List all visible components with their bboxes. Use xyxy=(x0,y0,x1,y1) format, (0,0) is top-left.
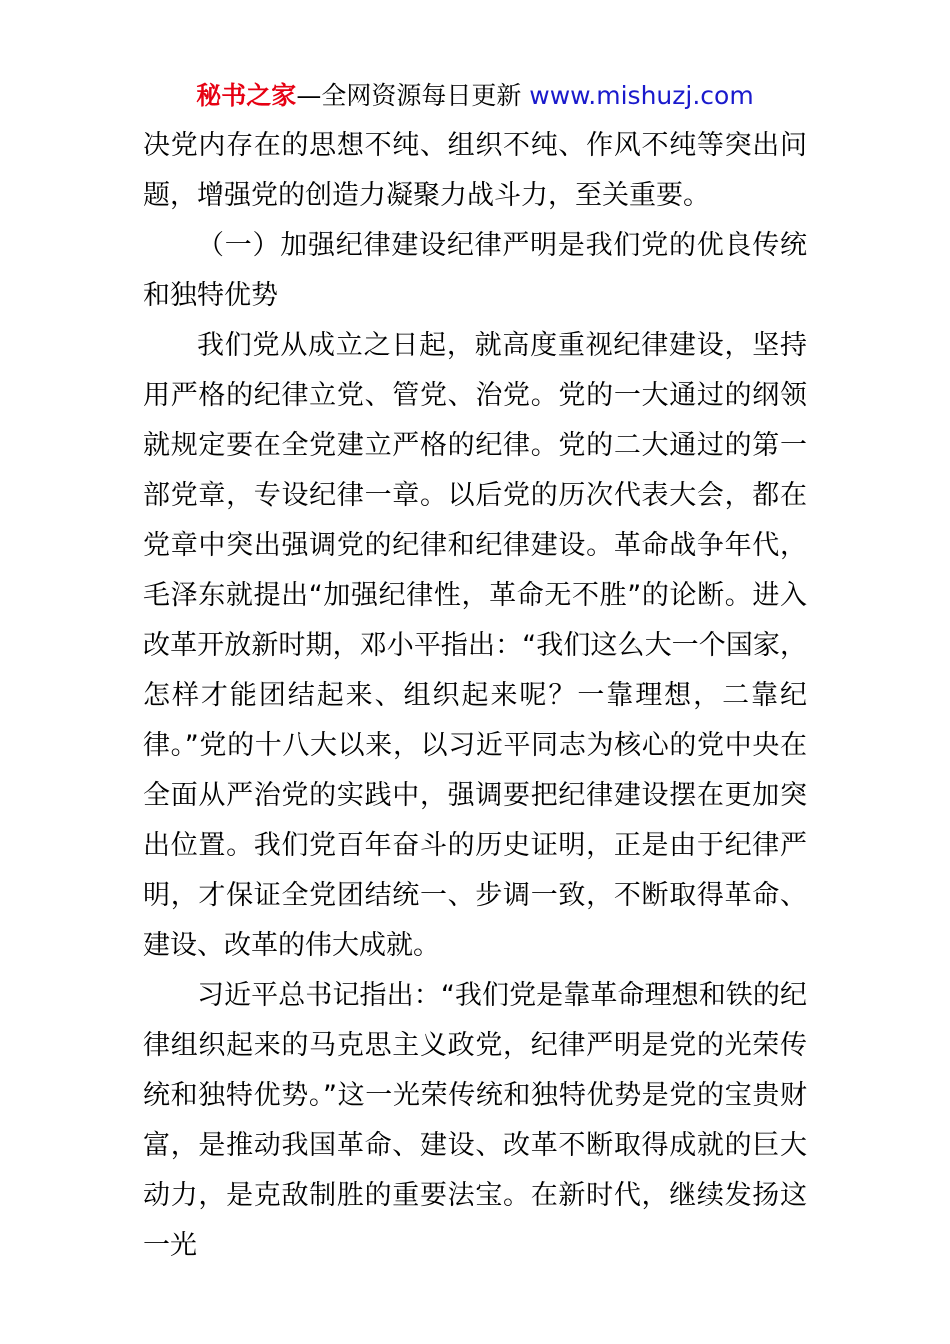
paragraph: 习近平总书记指出：“我们党是靠革命理想和铁的纪律组织起来的马克思主义政党，纪律严明是党的光荣传统和独特优势。”这一光荣传统和独特优势是党的宝贵财富，是推动我国革命、建设、改革不断取得成就的巨大动力，是克敌制胜的重要法宝。在新时代，继续发扬这一光 xyxy=(143,980,807,1261)
site-brand: 秘书之家 xyxy=(196,81,297,110)
section-heading: （一）加强纪律建设纪律严明是我们党的优良传统和独特优势 xyxy=(143,230,807,311)
paragraph: 我们党从成立之日起，就高度重视纪律建设，坚持用严格的纪律立党、管党、治党。党的一大通过的纲领就规定要在全党建立严格的纪律。党的二大通过的第一部党章，专设纪律一章。以后党的历次代表大会，都在党章中突出强调党的纪律和纪律建设。革命战争年代，毛泽东就提出“加强纪律性，革命无不胜”的论断。进入改革开放新时期，邓小平指出：“我们这么大一个国家，怎样才能团结起来、组织起来呢？一靠理想，二靠纪律。”党的十八大以来，以习近平同志为核心的党中央在全面从严治党的实践中，强调要把纪律建设摆在更加突出位置。我们党百年奋斗的历史证明，正是由于纪律严明，才保证全党团结统一、步调一致，不断取得革命、建设、改革的伟大成就。 xyxy=(143,330,807,961)
paragraph: 决党内存在的思想不纯、组织不纯、作风不纯等突出问题，增强党的创造力凝聚力战斗力，至关重要。 xyxy=(143,130,807,211)
site-header xyxy=(0,78,950,114)
site-url-link[interactable]: www.mishuzj.com xyxy=(529,81,754,110)
document-body xyxy=(143,121,807,1271)
site-tagline: —全网资源每日更新 xyxy=(296,81,530,110)
